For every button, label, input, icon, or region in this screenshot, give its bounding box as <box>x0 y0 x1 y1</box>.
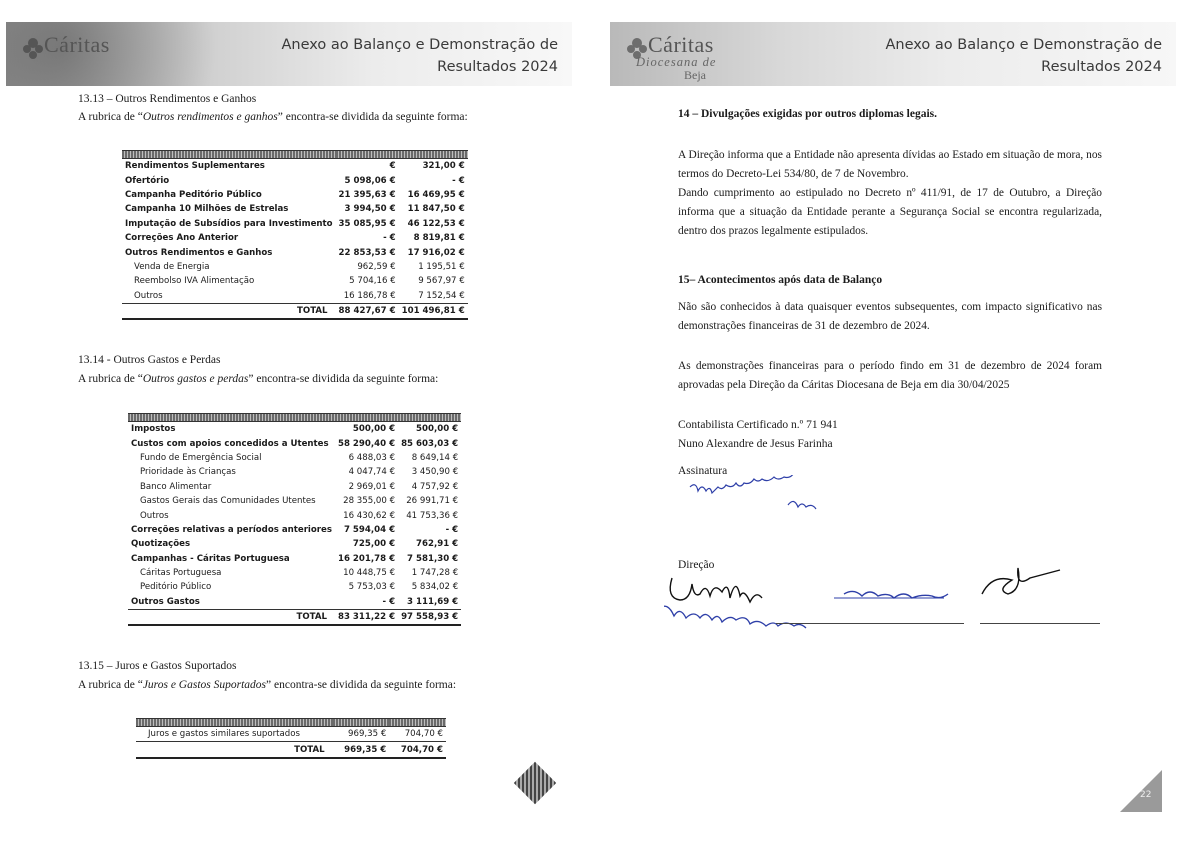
section-14-paragraph-1: A Direção informa que a Entidade não apresenta dívidas ao Estado em situação de mora, nos termos do Decreto-Lei 534/80, de 7 de Novembro. <box>678 149 1102 180</box>
value-2023: 4 757,92 € <box>411 481 459 492</box>
section-15-paragraph-1: Não são conhecidos à data quaisquer eventos subsequentes, com impacto significativo nas demonstrações financeiras de 31 de dezembro de 2024. <box>678 301 1102 332</box>
signature-label: Assinatura <box>678 465 728 477</box>
table-row <box>122 231 468 245</box>
value-2024: 21 395,63 € <box>338 189 396 200</box>
signature-line <box>776 623 964 624</box>
section-13-14-title: 13.14 - Outros Gastos e Perdas <box>78 354 221 366</box>
row-label: Outros <box>122 289 336 304</box>
row-label: Reembolso IVA Alimentação <box>134 276 255 287</box>
value-2024: 10 448,75 € <box>343 568 396 579</box>
value-2023: 8 819,81 € <box>413 233 465 244</box>
table-row <box>122 289 468 304</box>
header-title <box>282 34 559 78</box>
row-label: Correções Ano Anterior <box>125 233 239 244</box>
value-2023: 41 753,36 € <box>406 510 459 521</box>
table-row <box>136 727 446 742</box>
value-2023: 17 916,02 € <box>407 247 465 258</box>
value-2024: 5 704,16 € <box>349 276 396 287</box>
logo-subtitle: Diocesana de <box>636 55 717 69</box>
page-gutter <box>596 0 604 848</box>
total-label: TOTAL <box>136 742 333 758</box>
table-row <box>128 436 461 450</box>
table-row <box>122 217 468 231</box>
table-row <box>128 508 461 522</box>
table-row <box>128 494 461 508</box>
table-total-row <box>122 303 468 319</box>
value-2024: 16 186,78 € <box>336 289 399 304</box>
value-2024: 22 853,53 € <box>338 247 396 258</box>
table-header-band <box>122 151 468 159</box>
row-label: Gastos Gerais das Comunidades Utentes <box>140 496 316 507</box>
signature-line <box>980 623 1100 624</box>
row-label: Quotizações <box>131 539 191 550</box>
value-2024: 6 488,03 € <box>348 452 396 463</box>
table-row <box>128 451 461 465</box>
table-row <box>128 595 461 610</box>
section-14-title: 14 – Divulgações exigidas por outros diplomas legais. <box>678 108 937 120</box>
value-2023: 85 603,03 € <box>401 438 459 449</box>
value-2024: € <box>389 161 396 172</box>
total-2024: 969,35 € <box>333 742 390 758</box>
row-label: Campanhas - Cáritas Portuguesa <box>131 553 290 564</box>
value-2024: 35 085,95 € <box>338 218 396 229</box>
value-2023: 3 111,69 € <box>398 595 461 610</box>
value-2023: 762,91 € <box>416 539 459 550</box>
value-2023: - € <box>452 175 465 186</box>
total-label: TOTAL <box>128 610 335 626</box>
section-13-13-title: 13.13 – Outros Rendimentos e Ganhos <box>78 93 257 105</box>
value-2023: - € <box>445 524 459 535</box>
value-2024: 500,00 € <box>352 424 396 435</box>
value-2023: 8 649,14 € <box>411 452 459 463</box>
row-label: Rendimentos Suplementares <box>125 161 265 172</box>
other-income-table <box>122 150 468 320</box>
left-page-header <box>6 22 572 86</box>
logo-subtitle-city: Beja <box>684 68 706 82</box>
row-label: Fundo de Emergência Social <box>140 452 262 463</box>
section-13-13-intro: A rubrica de “Outros rendimentos e ganhos” encontra-se dividida da seguinte forma: <box>78 111 468 123</box>
row-label: Impostos <box>131 424 176 435</box>
table-row <box>128 465 461 479</box>
value-2024: - € <box>335 595 398 610</box>
value-2024: 725,00 € <box>352 539 396 550</box>
row-label: Outros Gastos <box>128 595 335 610</box>
table-row <box>122 173 468 187</box>
row-label: Prioridade às Crianças <box>140 467 236 478</box>
section-13-14-intro: A rubrica de “Outros gastos e perdas” encontra-se dividida da seguinte forma: <box>78 373 439 385</box>
table-row <box>128 523 461 537</box>
table-row <box>122 260 468 274</box>
accountant-name: Nuno Alexandre de Jesus Farinha <box>678 438 833 450</box>
logo-wordmark: Cáritas <box>44 32 110 57</box>
value-2024: 969,35 € <box>333 727 390 742</box>
left-page <box>0 0 596 848</box>
section-13-15-intro: A rubrica de “Juros e Gastos Suportados” encontra-se dividida da seguinte forma: <box>78 679 457 691</box>
table-row <box>122 202 468 216</box>
value-2024: 5 098,06 € <box>344 175 396 186</box>
value-2024: 962,59 € <box>357 261 396 272</box>
value-2023: 1 747,28 € <box>411 568 459 579</box>
total-label: TOTAL <box>122 303 336 319</box>
value-2023: 11 847,50 € <box>407 204 465 215</box>
value-2023: 9 567,97 € <box>418 276 465 287</box>
value-2023: 321,00 € <box>422 161 465 172</box>
right-page-header <box>610 22 1176 86</box>
value-2024: 16 430,62 € <box>343 510 396 521</box>
header-title-line2: Resultados 2024 <box>1041 59 1162 75</box>
total-2024: 88 427,67 € <box>336 303 399 319</box>
row-label: Venda de Energia <box>134 261 210 272</box>
logo-wordmark: Cáritas <box>648 32 714 57</box>
total-2023: 97 558,93 € <box>398 610 461 626</box>
total-2023: 101 496,81 € <box>399 303 468 319</box>
section-13-15-title: 13.15 – Juros e Gastos Suportados <box>78 660 237 672</box>
caritas-logo-icon <box>22 34 44 62</box>
table-total-row <box>128 610 461 626</box>
row-label: Peditório Público <box>140 582 212 593</box>
table-row <box>128 537 461 551</box>
row-label: Custos com apoios concedidos a Utentes <box>131 438 329 449</box>
row-label: Ofertório <box>125 175 170 186</box>
value-2024: 5 753,03 € <box>348 582 396 593</box>
header-title-line2: Resultados 2024 <box>437 59 558 75</box>
interest-expenses-table <box>136 718 446 759</box>
value-2023: 3 450,90 € <box>411 467 459 478</box>
section-15-title: 15– Acontecimentos após data de Balanço <box>678 274 883 286</box>
value-2024: 28 355,00 € <box>343 496 396 507</box>
value-2023: 500,00 € <box>416 424 459 435</box>
table-header-band <box>136 719 446 727</box>
table-row <box>128 422 461 437</box>
value-2023: 1 195,51 € <box>418 261 465 272</box>
table-row <box>122 245 468 259</box>
value-2024: 58 290,40 € <box>337 438 396 449</box>
header-title-line1: Anexo ao Balanço e Demonstração de <box>281 37 558 53</box>
table-row <box>128 566 461 580</box>
direction-signatures-icon <box>664 560 1084 640</box>
accountant-signature-icon <box>688 475 848 515</box>
row-label: Correções relativas a períodos anteriores <box>131 524 332 535</box>
section-15-paragraph-2: As demonstrações financeiras para o período findo em 31 de dezembro de 2024 foram aprovadas pela Direção da Cáritas Diocesana de Beja em dia 30/04/2025 <box>678 360 1102 391</box>
value-2024: 4 047,74 € <box>348 467 396 478</box>
value-2024: 2 969,01 € <box>348 481 396 492</box>
value-2024: 16 201,78 € <box>337 553 396 564</box>
header-title <box>886 34 1163 78</box>
value-2023: 7 581,30 € <box>407 553 459 564</box>
total-2023: 704,70 € <box>389 742 446 758</box>
total-2024: 83 311,22 € <box>335 610 398 626</box>
table-header-band <box>128 414 461 422</box>
table-row <box>122 188 468 202</box>
row-label: Cáritas Portuguesa <box>140 568 222 579</box>
row-label: Imputação de Subsídios para Investimento <box>125 218 333 229</box>
value-2024: 3 994,50 € <box>344 204 396 215</box>
row-label: Outros Rendimentos e Ganhos <box>125 247 273 258</box>
table-row <box>128 552 461 566</box>
row-label: Campanha Peditório Público <box>125 189 262 200</box>
value-2024: 7 594,04 € <box>343 524 396 535</box>
header-title-line1: Anexo ao Balanço e Demonstração de <box>885 37 1162 53</box>
value-2023: 46 122,53 € <box>407 218 465 229</box>
value-2023: 26 991,71 € <box>406 496 459 507</box>
value-2023: 704,70 € <box>389 727 446 742</box>
row-label: Banco Alimentar <box>140 481 212 492</box>
row-label: Campanha 10 Milhões de Estrelas <box>125 204 289 215</box>
direction-label: Direção <box>678 559 715 571</box>
table-row <box>128 480 461 494</box>
row-label: Outros <box>140 510 169 521</box>
value-2024: - € <box>383 233 396 244</box>
section-14-paragraph-2: Dando cumprimento ao estipulado no Decreto nº 411/91, de 17 de Outubro, a Direção informa que a situação da Entidade perante a Segurança Social se encontra regularizada, dentro dos prazos legalmente estipulados. <box>678 187 1102 237</box>
table-row <box>128 580 461 594</box>
table-row <box>122 159 468 174</box>
page-corner-marker <box>514 762 556 804</box>
value-2023: 5 834,02 € <box>411 582 459 593</box>
row-label: Juros e gastos similares suportados <box>136 727 333 742</box>
right-page <box>604 0 1200 848</box>
other-expenses-table <box>128 413 461 626</box>
table-row <box>122 274 468 288</box>
accountant-registration: Contabilista Certificado n.º 71 941 <box>678 419 838 431</box>
value-2023: 16 469,95 € <box>407 189 465 200</box>
table-total-row <box>136 742 446 758</box>
value-2023: 7 152,54 € <box>399 289 468 304</box>
page-number: 22 <box>1140 790 1152 800</box>
